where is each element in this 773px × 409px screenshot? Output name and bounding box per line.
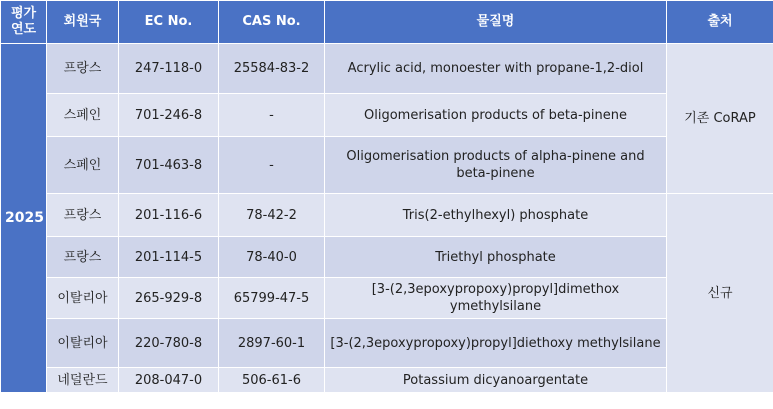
source-existing-cell: 기존 CoRAP xyxy=(667,44,773,194)
table-row xyxy=(1,94,773,137)
table-row xyxy=(1,194,773,237)
cas-cell: 78-42-2 xyxy=(219,194,325,237)
ec-cell: 701-463-8 xyxy=(119,137,219,194)
country-cell: 이탈리아 xyxy=(47,278,119,319)
header-row xyxy=(1,1,773,44)
header-ec-no: EC No. xyxy=(119,1,219,44)
table-row xyxy=(1,44,773,94)
cas-cell: - xyxy=(219,137,325,194)
ec-cell: 701-246-8 xyxy=(119,94,219,137)
header-substance: 물질명 xyxy=(325,1,667,44)
substance-cell: Oligomerisation products of beta-pinene xyxy=(325,94,667,137)
cas-cell: 78-40-0 xyxy=(219,237,325,278)
header-cas-no: CAS No. xyxy=(219,1,325,44)
header-country: 회원국 xyxy=(47,1,119,44)
source-new-cell: 신규 xyxy=(667,194,773,393)
ec-cell: 265-929-8 xyxy=(119,278,219,319)
substance-cell: [3-(2,3epoxypropoxy)propyl]dimethox ymethylsilane xyxy=(325,278,667,319)
country-cell: 프랑스 xyxy=(47,237,119,278)
cas-cell: 506-61-6 xyxy=(219,368,325,393)
table-row xyxy=(1,237,773,278)
ec-cell: 201-116-6 xyxy=(119,194,219,237)
year-cell: 2025 xyxy=(1,44,47,393)
header-year: 평가 연도 xyxy=(1,1,47,44)
header-source: 출처 xyxy=(667,1,773,44)
substance-cell: Triethyl phosphate xyxy=(325,237,667,278)
cas-cell: 2897-60-1 xyxy=(219,319,325,368)
ec-cell: 208-047-0 xyxy=(119,368,219,393)
ec-cell: 201-114-5 xyxy=(119,237,219,278)
country-cell: 스페인 xyxy=(47,137,119,194)
substance-cell: [3-(2,3epoxypropoxy)propyl]diethoxy methylsilane xyxy=(325,319,667,368)
cas-cell: 65799-47-5 xyxy=(219,278,325,319)
table-row xyxy=(1,319,773,368)
substance-cell: Potassium dicyanoargentate xyxy=(325,368,667,393)
country-cell: 스페인 xyxy=(47,94,119,137)
substance-cell: Oligomerisation products of alpha-pinene and beta-pinene xyxy=(325,137,667,194)
table-row xyxy=(1,278,773,319)
country-cell: 프랑스 xyxy=(47,194,119,237)
country-cell: 프랑스 xyxy=(47,44,119,94)
country-cell: 네덜란드 xyxy=(47,368,119,393)
substance-cell: Acrylic acid, monoester with propane-1,2-diol xyxy=(325,44,667,94)
cas-cell: 25584-83-2 xyxy=(219,44,325,94)
substance-cell: Tris(2-ethylhexyl) phosphate xyxy=(325,194,667,237)
table-row xyxy=(1,368,773,393)
country-cell: 이탈리아 xyxy=(47,319,119,368)
cas-cell: - xyxy=(219,94,325,137)
ec-cell: 247-118-0 xyxy=(119,44,219,94)
ec-cell: 220-780-8 xyxy=(119,319,219,368)
table-row xyxy=(1,137,773,194)
